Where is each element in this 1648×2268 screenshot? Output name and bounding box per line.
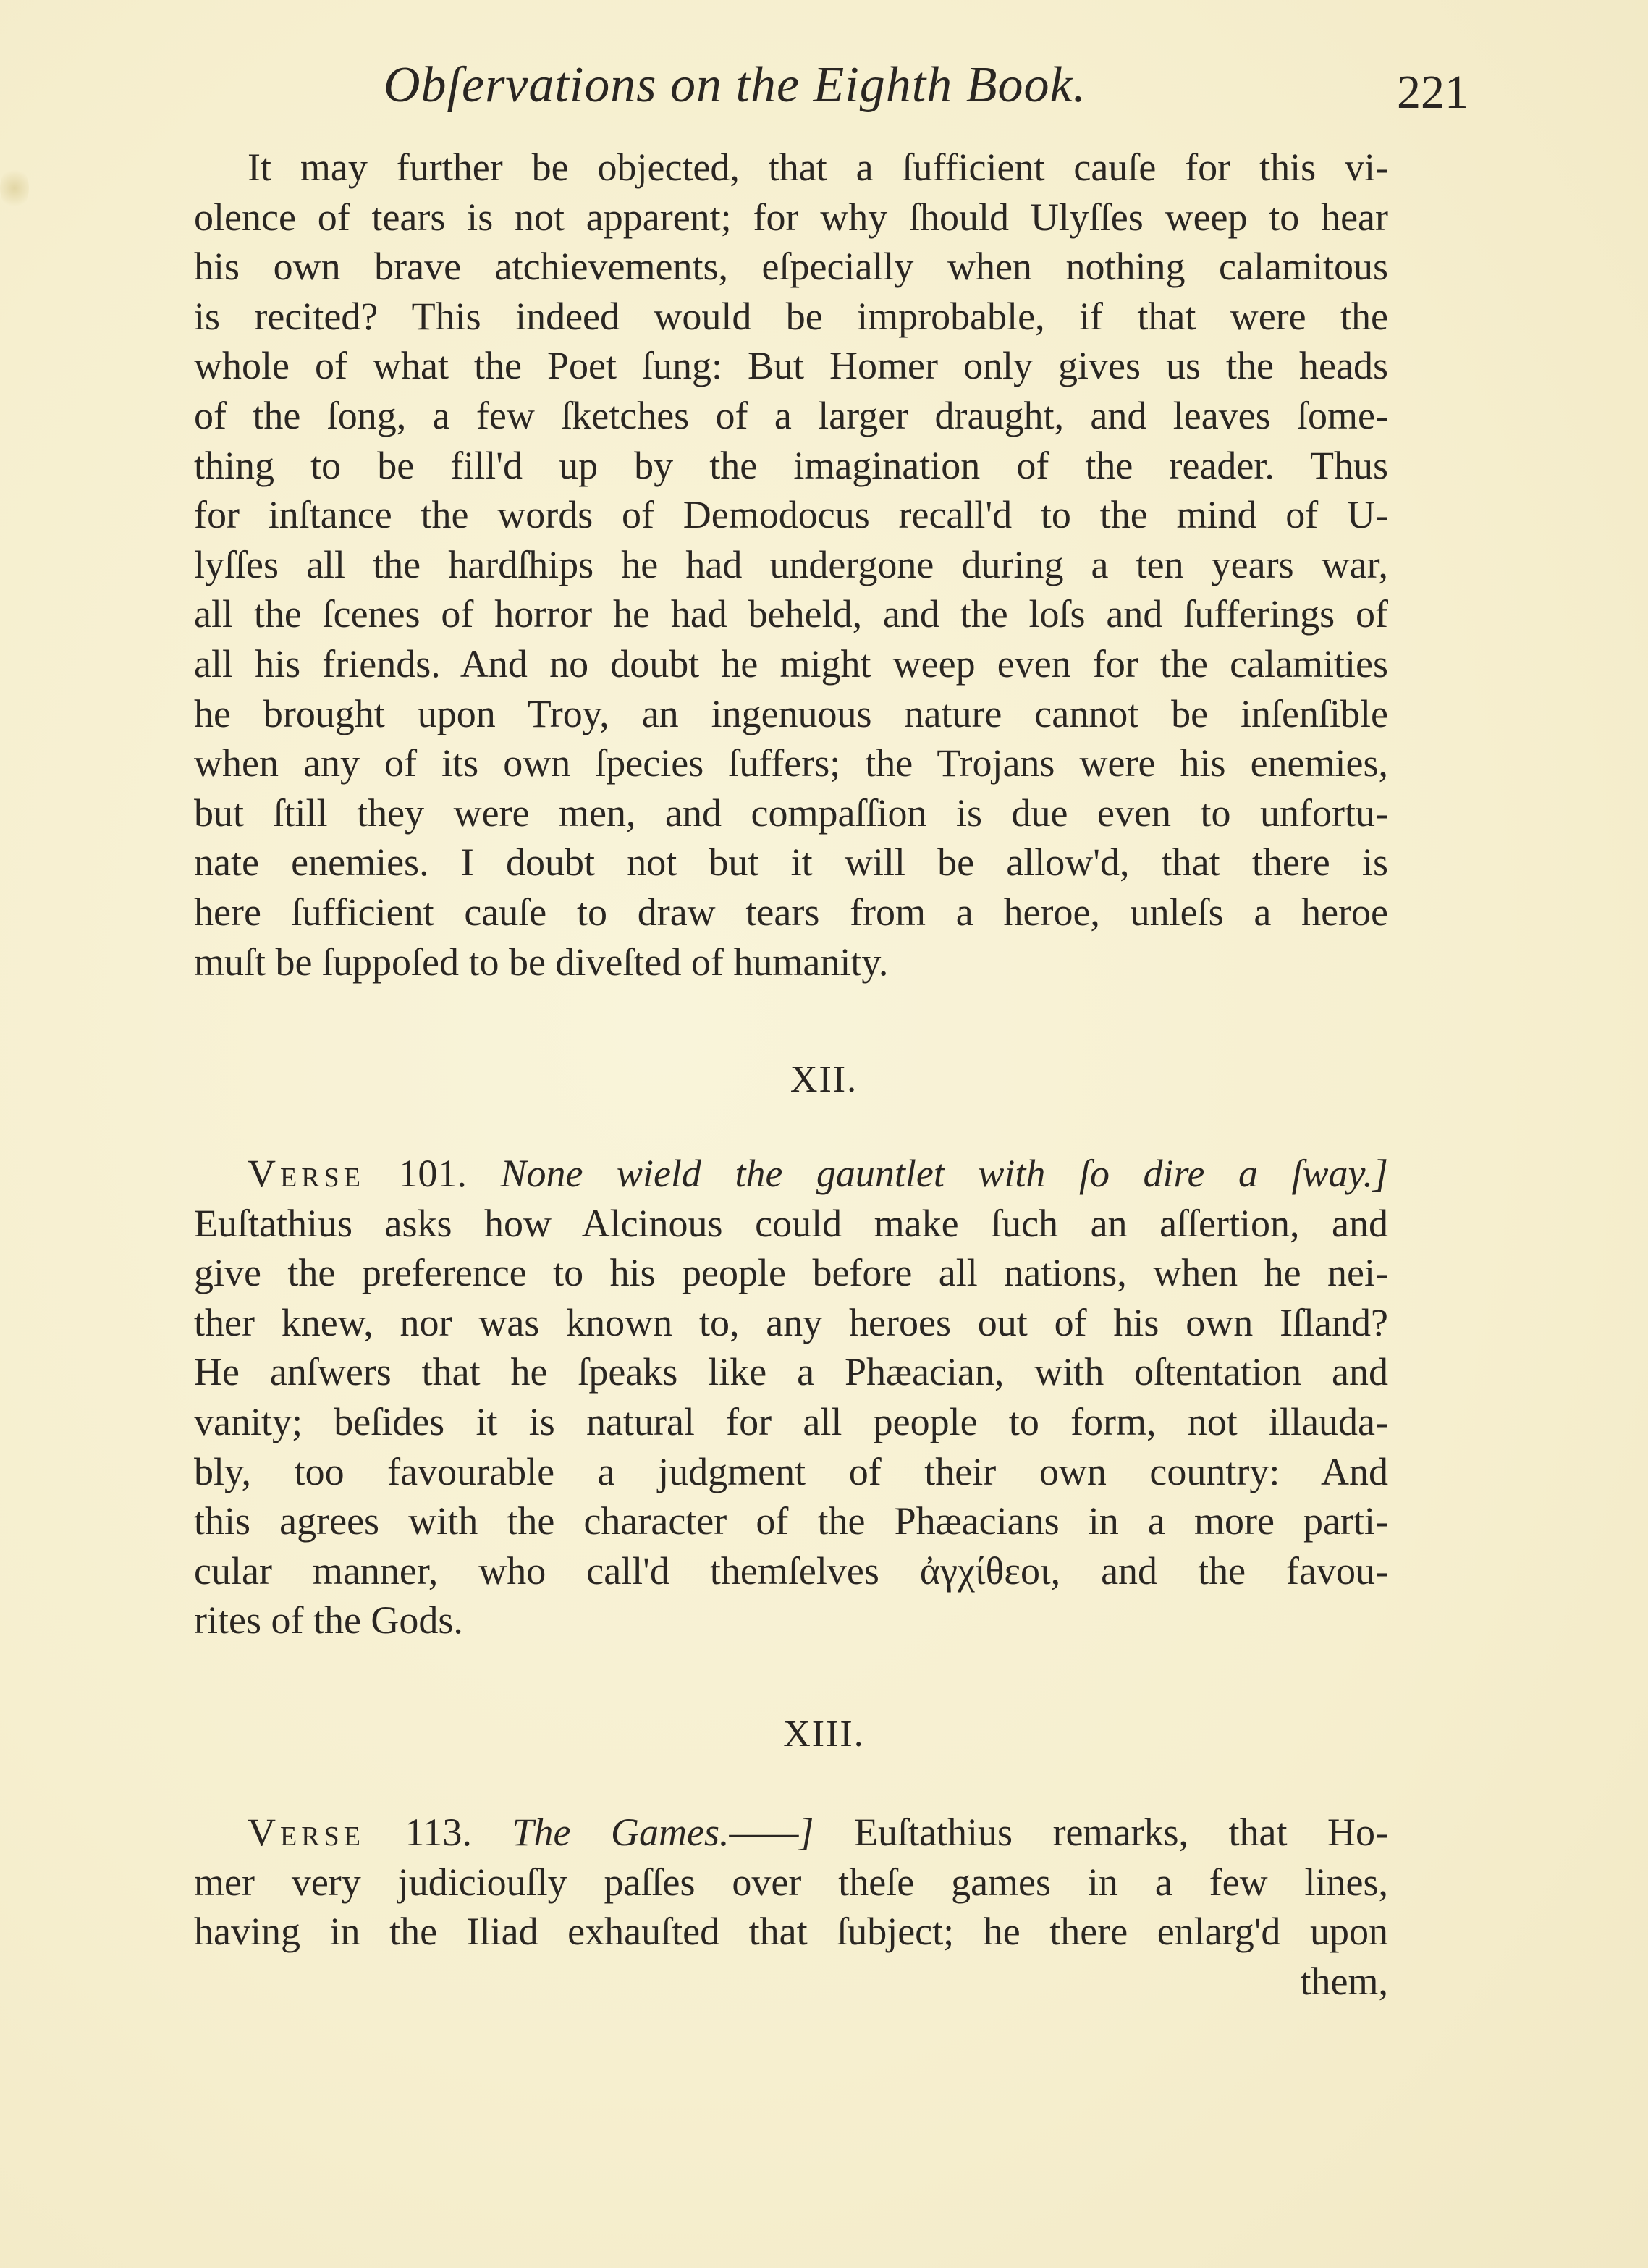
text-line: muſt be ſuppoſed to be diveſted of humanity. <box>194 940 889 984</box>
text-line: but ſtill they were men, and compaſſion is due even to unfortu- <box>194 791 1388 835</box>
verse-quote: The Games.——] <box>512 1810 814 1854</box>
section-heading-xiii: XIII. <box>783 1713 865 1755</box>
text-line: Euſtathius asks how Alcinous could make ſuch an aſſertion, and <box>194 1201 1388 1245</box>
verse-number: 101. <box>398 1152 467 1195</box>
text-line: this agrees with the character of the Phæacians in a more parti- <box>194 1499 1388 1543</box>
text-line: ther knew, nor was known to, any heroes out of his own Iſland? <box>194 1300 1388 1344</box>
paper-stain <box>0 166 29 210</box>
intro-paragraph <box>194 143 1388 987</box>
verse-quote: None wield the gauntlet with ſo dire a ſway.] <box>500 1152 1388 1195</box>
running-title: Obſervations on the Eighth Book. <box>384 57 1087 113</box>
verse-line-rest: Euſtathius remarks, that Ho- <box>854 1810 1389 1854</box>
catchword: them, <box>1300 1959 1388 2003</box>
text-line: cular manner, who call'd themſelves ἀγχίθεοι, and the favou- <box>194 1548 1388 1593</box>
text-line: mer very judiciouſly paſſes over theſe games in a few lines, <box>194 1860 1388 1904</box>
verse-line <box>194 1149 1388 1199</box>
text-line: for inſtance the words of Demodocus recall'd to the mind of U- <box>194 493 1388 537</box>
text-line: all the ſcenes of horror he had beheld, and the loſs and ſufferings of <box>194 592 1388 636</box>
text-line: when any of its own ſpecies ſuffers; the Trojans were his enemies, <box>194 741 1388 785</box>
text-line: whole of what the Poet ſung: But Homer only gives us the heads <box>194 344 1388 388</box>
text-line: he brought upon Troy, an ingenuous nature cannot be inſenſible <box>194 691 1388 735</box>
section-xiii-paragraph <box>194 1808 1388 2006</box>
text-line: vanity; beſides it is natural for all people to form, not illauda- <box>194 1399 1388 1443</box>
text-line: rites of the Gods. <box>194 1598 463 1643</box>
text-line: give the preference to his people before all nations, when he nei- <box>194 1251 1388 1295</box>
text-line: thing to be fill'd up by the imagination of the reader. Thus <box>194 443 1388 487</box>
section-xii-paragraph <box>194 1149 1388 1645</box>
verse-label: Verse <box>248 1152 365 1195</box>
text-line: bly, too favourable a judgment of their own country: And <box>194 1449 1388 1493</box>
text-line: He anſwers that he ſpeaks like a Phæacian, with oſtentation and <box>194 1350 1388 1394</box>
text-line: all his friends. And no doubt he might weep even for the calamities <box>194 641 1388 686</box>
text-line: lyſſes all the hardſhips he had undergone during a ten years war, <box>194 542 1388 586</box>
text-line: having in the Iliad exhauſted that ſubject; he there enlarg'd upon <box>194 1910 1388 1954</box>
verse-number: 113. <box>405 1810 472 1854</box>
verse-line <box>194 1808 1388 1858</box>
verse-label: Verse <box>248 1810 365 1854</box>
page-number: 221 <box>1397 66 1469 119</box>
text-line: olence of tears is not apparent; for why ſhould Ulyſſes weep to hear <box>194 195 1388 239</box>
text-line: is recited? This indeed would be improbable, if that were the <box>194 294 1388 338</box>
text-line: nate enemies. I doubt not but it will be allow'd, that there is <box>194 840 1388 885</box>
text-line: It may further be objected, that a ſufficient cauſe for this vi- <box>248 146 1388 189</box>
text-line: here ſufficient cauſe to draw tears from a heroe, unleſs a heroe <box>194 890 1388 934</box>
running-head <box>0 56 1648 129</box>
text-line: his own brave atchievements, eſpecially when nothing calamitous <box>194 245 1388 289</box>
section-heading-xii: XII. <box>790 1059 858 1100</box>
text-line: of the ſong, a few ſketches of a larger draught, and leaves ſome- <box>194 393 1388 437</box>
